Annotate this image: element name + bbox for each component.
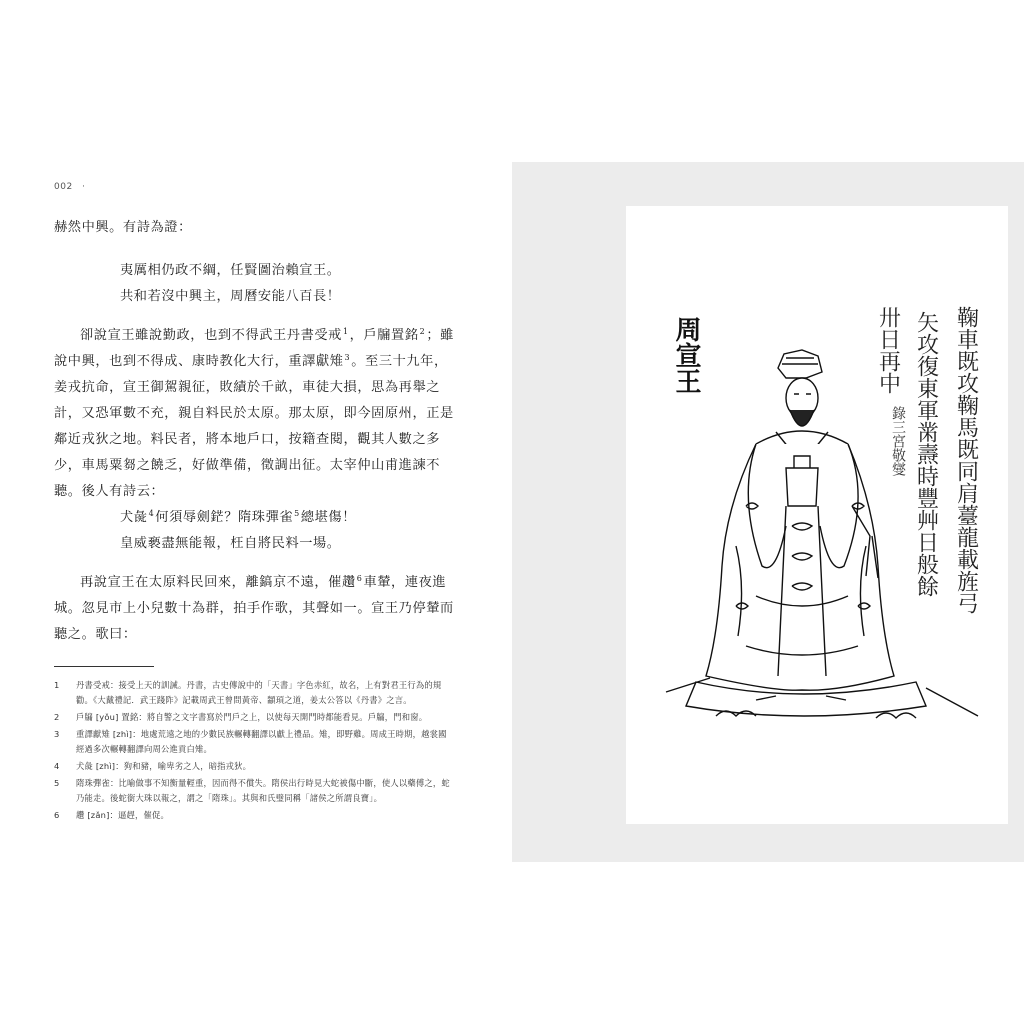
footnote-ref-5[interactable]: 5 (294, 508, 300, 518)
king-xuan-illustration (626, 206, 1008, 824)
footnote-ref-1[interactable]: 1 (342, 326, 349, 336)
paragraph-1: 卻說宣王雖說勤政，也到不得武王丹書受戒$^1$，戶牖置銘$^2$；雖說中興，也到不得成、康時教化大行，重譯獻雉$^3$。至三十九年，姜戎抗命，宣王御駕親征，敗績於千畝，車徒大損，思為再舉之計，又恐軍數不充，親自料民於太原。那太原，即今固原州，正是鄰近戎狄之地。料民者，將本地戶口，按籍查閱，觀其人數之多少，車馬粟芻之饒乏，好做準備，徵調出征。太宰仲山甫進諫不聽。後人有詩云： (54, 326, 454, 499)
poem-1 (120, 258, 341, 310)
inscription-col-3: 卅日再中 (875, 306, 901, 394)
page-number: 002 · (54, 182, 86, 192)
footnote-ref-2[interactable]: 2 (419, 326, 426, 336)
footnotes (54, 678, 454, 825)
footnote-6: 6 趲 [zǎn]：逼趕，催促。 (54, 810, 169, 820)
footnote-2: 2 戶牖 [yǒu] 置銘：將自警之文字書寫於門戶之上，以使每天開門時都能看見。戶牖，門和窗。 (54, 712, 428, 722)
poem-2 (120, 505, 356, 557)
illustration-drawing (626, 206, 1008, 824)
illustration-title: 周宣王 (671, 316, 701, 394)
poem-1-line-1: 夷厲相仍政不綱，任賢圖治賴宣王。 (120, 263, 341, 278)
inscription-col-1: 鞠車既攻鞠馬既同肩薹龍載旌弓 (953, 306, 979, 614)
poem-2-line-2: 皇威褻盡無能報，枉自將民料一場。 (120, 536, 341, 551)
footnote-ref-6[interactable]: 6 (356, 573, 363, 583)
footnote-ref-3[interactable]: 3 (344, 352, 351, 362)
poem-2-line-1: 犬彘$^4$何須辱劍鋩？隋珠彈雀$^5$總堪傷！ (120, 508, 357, 525)
artist-signature: 錄三宮敬燮 (890, 406, 906, 476)
inscription-col-2: 矢攻復東軍黹燾時豐艸日般餘 (913, 311, 939, 597)
footnote-1: 1 丹書受戒：接受上天的訓誡。丹書，古史傳說中的「天書」字色赤紅，故名，上有對君王行為的規勸。《大戴禮記．武王踐阼》記載周武王曾問黃帝、顓頊之道，姜太公答以《丹書》之言。 (54, 680, 442, 705)
footnote-4: 4 犬彘 [zhì]：狗和豬，喻卑劣之人，暗指戎狄。 (54, 761, 252, 771)
intro-line: 赫然中興。有詩為證： (54, 220, 192, 235)
footnote-ref-4[interactable]: 4 (148, 508, 155, 518)
footnote-divider (54, 666, 154, 667)
poem-1-line-2: 共和若沒中興主，周曆安能八百長！ (120, 289, 341, 304)
footnote-5: 5 隋珠彈雀：比喻做事不知衡量輕重，因而得不償失。隋侯出行時見大蛇被傷中斷，使人以藥傅之，蛇乃能走。後蛇銜大珠以報之，謂之「隋珠」。其與和氏璧同稱「諸侯之所謂良寶」。 (54, 778, 450, 803)
paragraph-2: 再說宣王在太原料民回來，離鎬京不遠，催趲$^6$車輦，連夜進城。忽見市上小兒數十為群，拍手作歌，其聲如一。宣王乃停輦而聽之。歌曰： (54, 573, 454, 642)
footnote-3: 3 重譯獻雉 [zhì]：地處荒遠之地的少數民族輾轉翻譯以獻上禮品。雉，即野雞。周成王時期，越裳國經過多次輾轉翻譯向周公進貢白雉。 (54, 729, 447, 754)
